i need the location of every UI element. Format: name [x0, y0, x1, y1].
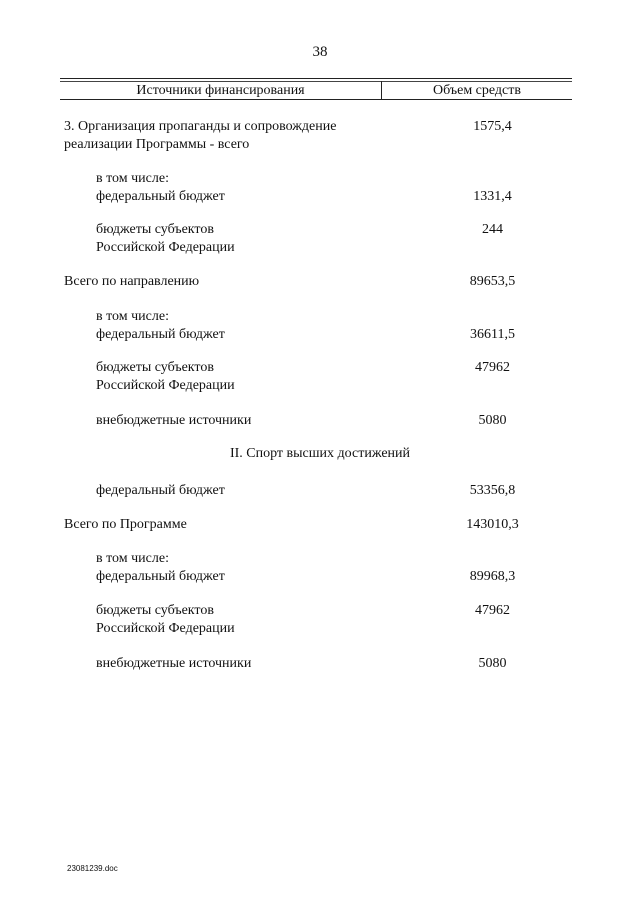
- row-value: 89653,5: [469, 274, 516, 289]
- row-label: [96, 359, 235, 395]
- row-label: внебюджетные источники: [96, 656, 252, 671]
- row-value: 53356,8: [469, 483, 516, 498]
- header-rule-top: [60, 78, 572, 79]
- row-label: [64, 118, 336, 154]
- row-label-line: в том числе: федеральный бюджет: [96, 551, 225, 584]
- row-value: 244: [482, 222, 503, 237]
- row-label: [96, 221, 235, 257]
- column-header-amount: Объем средств: [432, 83, 521, 98]
- row-label: [96, 308, 225, 344]
- row-value: 47962: [475, 360, 510, 375]
- row-label: Всего по направлению: [64, 274, 200, 289]
- row-label: федеральный бюджет: [96, 483, 225, 498]
- row-label-line: в том числе: федеральный бюджет: [96, 171, 225, 204]
- row-label: [96, 170, 225, 206]
- row-label: внебюджетные источники: [96, 413, 252, 428]
- page-number: 38: [312, 44, 328, 60]
- row-label-line: в том числе: федеральный бюджет: [96, 309, 225, 342]
- header-rule-bottom: [60, 99, 572, 100]
- row-label-line: бюджеты субъектов Российской Федерации: [96, 360, 235, 393]
- row-value: 36611,5: [470, 327, 515, 342]
- footer-filename: 23081239.doc: [67, 864, 118, 873]
- row-value: 143010,3: [466, 517, 519, 532]
- section-title: II. Спорт высших достижений: [229, 446, 411, 461]
- row-label: [96, 550, 225, 586]
- row-value: 5080: [478, 656, 507, 671]
- row-label: [96, 602, 235, 638]
- column-header-source: Источники финансирования: [136, 83, 305, 98]
- row-value: 47962: [475, 603, 510, 618]
- row-label: Всего по Программе: [64, 517, 187, 532]
- row-value: 5080: [478, 413, 507, 428]
- row-label-line: бюджеты субъектов Российской Федерации: [96, 603, 235, 636]
- header-rule-top-inner: [60, 81, 572, 82]
- table-header: [60, 78, 572, 100]
- row-label-line: бюджеты субъектов Российской Федерации: [96, 222, 235, 255]
- row-value: 1331,4: [473, 189, 512, 204]
- row-label-line: 3. Организация пропаганды и сопровождение реализации Программы - всего: [64, 119, 337, 152]
- row-value: 89968,3: [469, 569, 516, 584]
- row-value: 1575,4: [473, 119, 512, 134]
